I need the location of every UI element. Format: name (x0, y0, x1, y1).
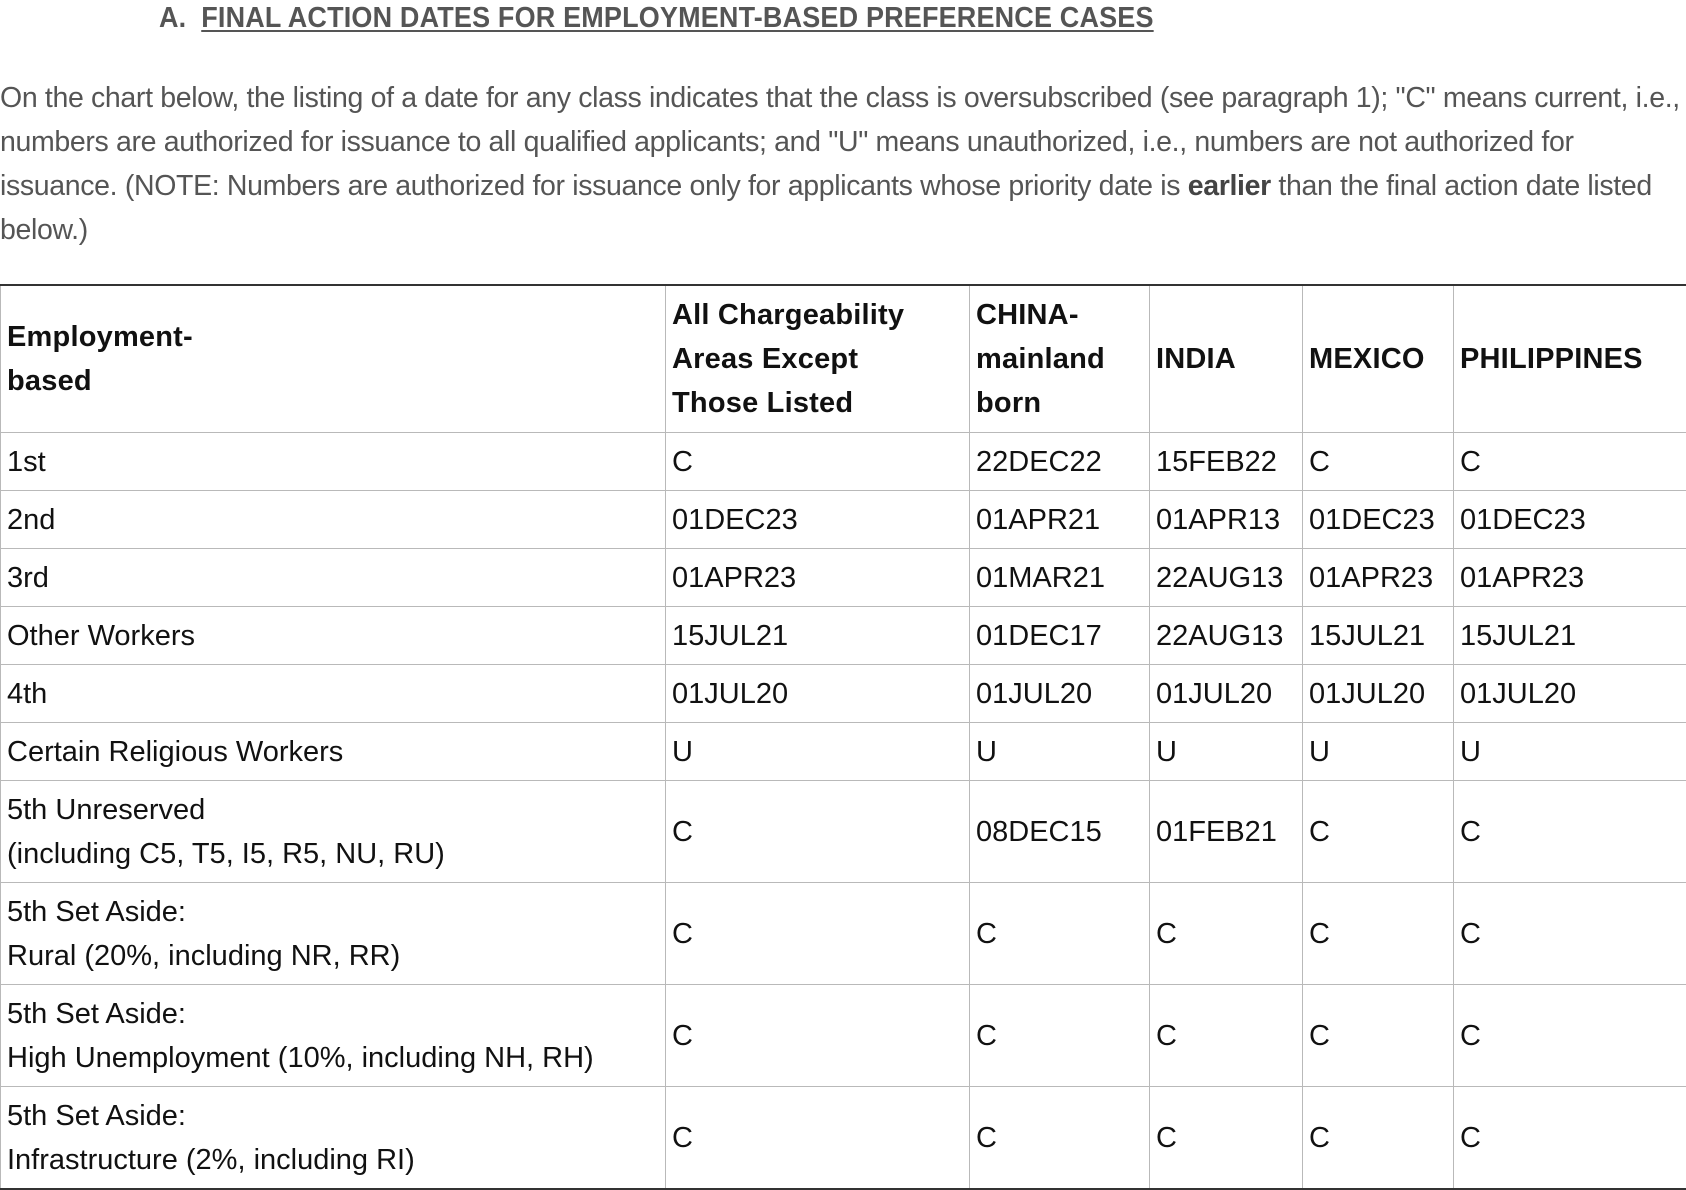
cell-china: 01MAR21 (970, 549, 1150, 607)
cell-all-chargeability: U (666, 723, 970, 781)
cell-india: C (1150, 883, 1303, 985)
cell-india: C (1150, 985, 1303, 1087)
cell-philippines: 01JUL20 (1454, 665, 1686, 723)
header-line: MEXICO (1309, 337, 1447, 381)
table-row (1, 883, 1686, 985)
cell-mexico: C (1303, 433, 1454, 491)
table-row (1, 433, 1686, 491)
cell-category (1, 665, 666, 723)
cell-philippines: C (1454, 1087, 1686, 1190)
table-row (1, 1087, 1686, 1190)
category-line: Other Workers (7, 614, 659, 658)
cell-mexico: C (1303, 781, 1454, 883)
header-line: All Chargeability (672, 293, 963, 337)
cell-philippines: U (1454, 723, 1686, 781)
table-row (1, 665, 1686, 723)
category-line: 5th Set Aside: (7, 890, 659, 934)
cell-india: 22AUG13 (1150, 607, 1303, 665)
header-employment-based (1, 285, 666, 433)
table-row (1, 549, 1686, 607)
table-header-row (1, 285, 1686, 433)
cell-all-chargeability: C (666, 883, 970, 985)
cell-all-chargeability: C (666, 985, 970, 1087)
cell-mexico: 15JUL21 (1303, 607, 1454, 665)
header-line: Areas Except (672, 337, 963, 381)
header-line: Those Listed (672, 381, 963, 425)
cell-category (1, 549, 666, 607)
header-mexico (1303, 285, 1454, 433)
cell-category (1, 781, 666, 883)
intro-text-start: On the chart below, the listing of a date for any class indicates that the class is oversubscribed (see paragraph 1); "C" means current, i.e., numbers are authorized for issuance to all qualified applicants; and "U" means unauthorized, i.e., numbers are not authorized for issuance. (NOTE: Numbers are authorized for issuance only for applicants whose priority date is (0, 82, 1680, 202)
cell-china: 01DEC17 (970, 607, 1150, 665)
cell-india: 01APR13 (1150, 491, 1303, 549)
cell-china: U (970, 723, 1150, 781)
cell-philippines: 01DEC23 (1454, 491, 1686, 549)
category-line: 5th Set Aside: (7, 992, 659, 1036)
intro-paragraph (0, 76, 1686, 252)
cell-india: 01FEB21 (1150, 781, 1303, 883)
cell-all-chargeability: 15JUL21 (666, 607, 970, 665)
category-line: (including C5, T5, I5, R5, NU, RU) (7, 832, 659, 876)
cell-mexico: C (1303, 985, 1454, 1087)
header-line: Employment- (7, 315, 659, 359)
category-line: 2nd (7, 498, 659, 542)
section-letter: A. (159, 2, 186, 34)
category-line: Rural (20%, including NR, RR) (7, 934, 659, 978)
cell-china: 01APR21 (970, 491, 1150, 549)
intro-bold-earlier: earlier (1188, 170, 1271, 202)
cell-philippines: 01APR23 (1454, 549, 1686, 607)
table-row (1, 781, 1686, 883)
cell-category (1, 985, 666, 1087)
table-row (1, 985, 1686, 1087)
category-line: 4th (7, 672, 659, 716)
header-china (970, 285, 1150, 433)
cell-category (1, 1087, 666, 1190)
cell-category (1, 883, 666, 985)
cell-china: 08DEC15 (970, 781, 1150, 883)
header-philippines (1454, 285, 1686, 433)
cell-all-chargeability: C (666, 433, 970, 491)
header-all-chargeability (666, 285, 970, 433)
category-line: High Unemployment (10%, including NH, RH) (7, 1036, 659, 1080)
category-line: Certain Religious Workers (7, 730, 659, 774)
header-line: mainland (976, 337, 1143, 381)
header-line: CHINA- (976, 293, 1143, 337)
cell-india: U (1150, 723, 1303, 781)
cell-category (1, 491, 666, 549)
category-line: 3rd (7, 556, 659, 600)
table-header (1, 285, 1686, 433)
cell-mexico: U (1303, 723, 1454, 781)
cell-india: 15FEB22 (1150, 433, 1303, 491)
category-line: 5th Unreserved (7, 788, 659, 832)
cell-philippines: 15JUL21 (1454, 607, 1686, 665)
cell-china: C (970, 985, 1150, 1087)
cell-mexico: C (1303, 1087, 1454, 1190)
cell-india: C (1150, 1087, 1303, 1190)
cell-china: 01JUL20 (970, 665, 1150, 723)
table-row (1, 607, 1686, 665)
cell-all-chargeability: C (666, 1087, 970, 1190)
header-india (1150, 285, 1303, 433)
final-action-dates-table (0, 284, 1686, 1190)
table-body (1, 433, 1686, 1190)
cell-all-chargeability: C (666, 781, 970, 883)
cell-category (1, 433, 666, 491)
section-title: FINAL ACTION DATES FOR EMPLOYMENT-BASED PREFERENCE CASES (201, 2, 1153, 34)
cell-mexico: 01DEC23 (1303, 491, 1454, 549)
cell-china: C (970, 1087, 1150, 1190)
category-line: 1st (7, 440, 659, 484)
cell-mexico: C (1303, 883, 1454, 985)
cell-philippines: C (1454, 883, 1686, 985)
section-heading (159, 2, 1154, 35)
category-line: 5th Set Aside: (7, 1094, 659, 1138)
cell-philippines: C (1454, 781, 1686, 883)
cell-china: 22DEC22 (970, 433, 1150, 491)
cell-mexico: 01JUL20 (1303, 665, 1454, 723)
cell-india: 22AUG13 (1150, 549, 1303, 607)
header-line: born (976, 381, 1143, 425)
cell-category (1, 607, 666, 665)
cell-all-chargeability: 01JUL20 (666, 665, 970, 723)
header-line: PHILIPPINES (1460, 337, 1680, 381)
cell-all-chargeability: 01DEC23 (666, 491, 970, 549)
cell-india: 01JUL20 (1150, 665, 1303, 723)
cell-all-chargeability: 01APR23 (666, 549, 970, 607)
category-line: Infrastructure (2%, including RI) (7, 1138, 659, 1182)
cell-philippines: C (1454, 433, 1686, 491)
header-line: based (7, 359, 659, 403)
table-row (1, 723, 1686, 781)
cell-mexico: 01APR23 (1303, 549, 1454, 607)
cell-category (1, 723, 666, 781)
intro-text-end: than the final action date listed below.) (0, 170, 1652, 246)
header-line: INDIA (1156, 337, 1296, 381)
cell-philippines: C (1454, 985, 1686, 1087)
table-row (1, 491, 1686, 549)
cell-china: C (970, 883, 1150, 985)
